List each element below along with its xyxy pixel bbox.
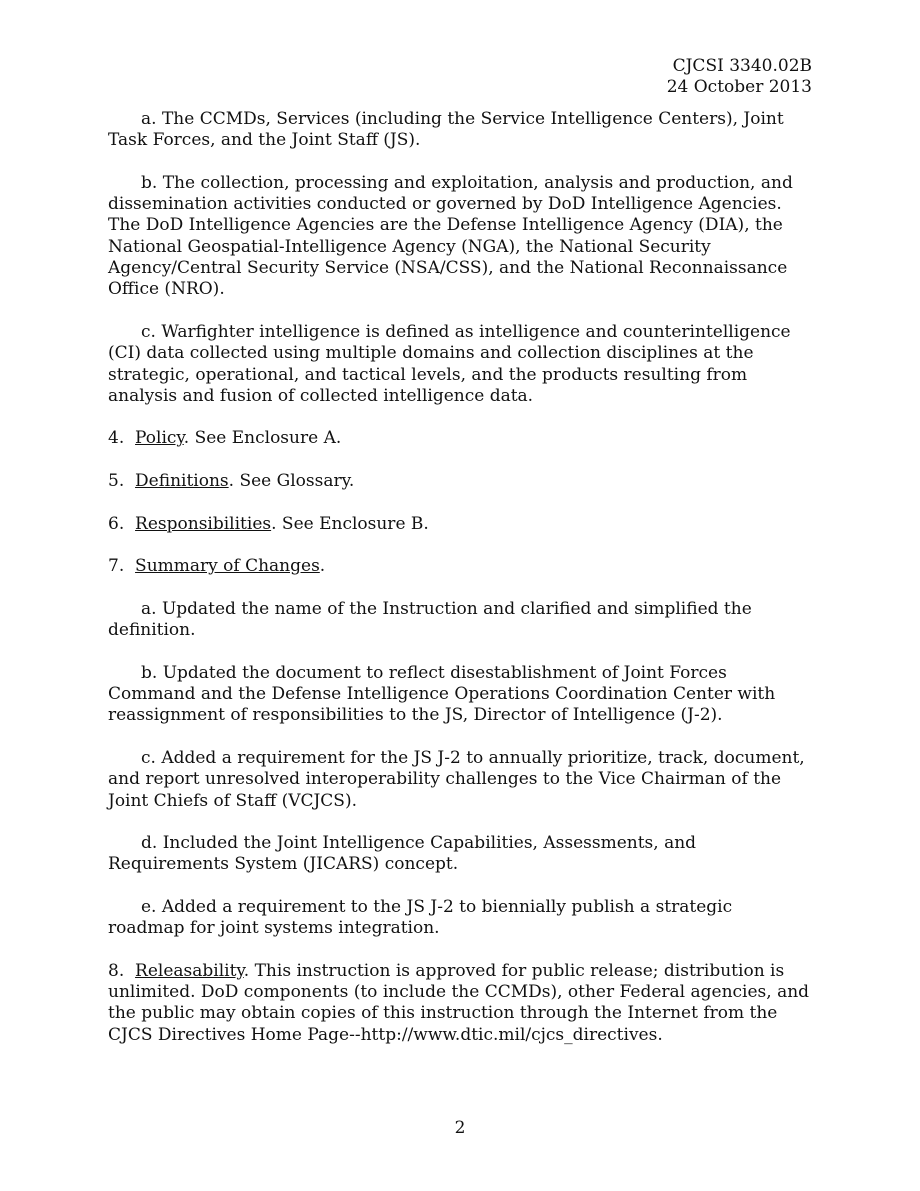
section-number: 7. bbox=[108, 556, 125, 577]
section-title: Summary of Changes bbox=[135, 556, 320, 577]
section-text: . This instruction is approved for public release; distribution is unlimited. DoD components (to include the CCMDs), other Federal agencies, and the public may obtain copies of this instruction through the Internet from the CJCS Directives Home Page--http://www.dtic.mil/cjcs_directives. bbox=[108, 960, 810, 1045]
section-7-summary-of-changes bbox=[108, 556, 812, 577]
section-text: . bbox=[319, 556, 326, 577]
document-body bbox=[108, 109, 812, 1067]
section-number: 8. bbox=[108, 960, 125, 981]
section-title: Policy bbox=[135, 428, 184, 449]
section-number: 4. bbox=[108, 428, 125, 449]
section-text: . See Enclosure A. bbox=[183, 428, 342, 449]
change-e: e. Added a requirement to the JS J-2 to biennially publish a strategic roadmap for joint systems integration. bbox=[108, 896, 733, 939]
paragraph-3b: b. The collection, processing and exploitation, analysis and production, and dissemination activities conducted or governed by DoD Intelligence Agencies. The DoD Intelligence Agencies are the Defense Intelligence Agency (DIA), the National Geospatial-Intelligence Agency (NGA), the National Security Agency/Central Security Service (NSA/CSS), and the National Reconnaissance Office (NRO). bbox=[108, 172, 793, 300]
paragraph-3c: c. Warfighter intelligence is defined as intelligence and counterintelligence (CI) data collected using multiple domains and collection disciplines at the strategic, operational, and tactical levels, and the products resulting from analysis and fusion of collected intelligence data. bbox=[108, 321, 791, 406]
section-number: 6. bbox=[108, 513, 125, 534]
change-b: b. Updated the document to reflect disestablishment of Joint Forces Command and the Defense Intelligence Operations Coordination Center with reassignment of responsibilities to the JS, Director of Intelligence (J-2). bbox=[108, 662, 776, 726]
section-4-policy bbox=[108, 428, 812, 449]
change-a: a. Updated the name of the Instruction and clarified and simplified the definition. bbox=[108, 598, 752, 641]
change-d: d. Included the Joint Intelligence Capabilities, Assessments, and Requirements System (JICARS) concept. bbox=[108, 833, 697, 875]
section-6-responsibilities bbox=[108, 514, 812, 535]
section-number: 5. bbox=[108, 471, 125, 492]
document-header bbox=[667, 56, 812, 98]
section-8-releasability bbox=[108, 961, 812, 1046]
section-title: Releasability bbox=[135, 960, 244, 981]
section-text: . See Glossary. bbox=[228, 471, 355, 492]
document-date: 24 October 2013 bbox=[666, 77, 812, 97]
section-text: . See Enclosure B. bbox=[271, 513, 429, 534]
paragraph-3a: a. The CCMDs, Services (including the Service Intelligence Centers), Joint Task Forces, and the Joint Staff (JS). bbox=[108, 109, 784, 151]
page-number: 2 bbox=[454, 1118, 466, 1138]
section-title: Definitions bbox=[135, 471, 229, 492]
document-id: CJCSI 3340.02B bbox=[672, 56, 812, 76]
section-5-definitions bbox=[108, 471, 812, 492]
section-title: Responsibilities bbox=[135, 513, 272, 534]
change-c: c. Added a requirement for the JS J-2 to annually prioritize, track, document, and report unresolved interoperability challenges to the Vice Chairman of the Joint Chiefs of Staff (VCJCS). bbox=[108, 747, 805, 811]
